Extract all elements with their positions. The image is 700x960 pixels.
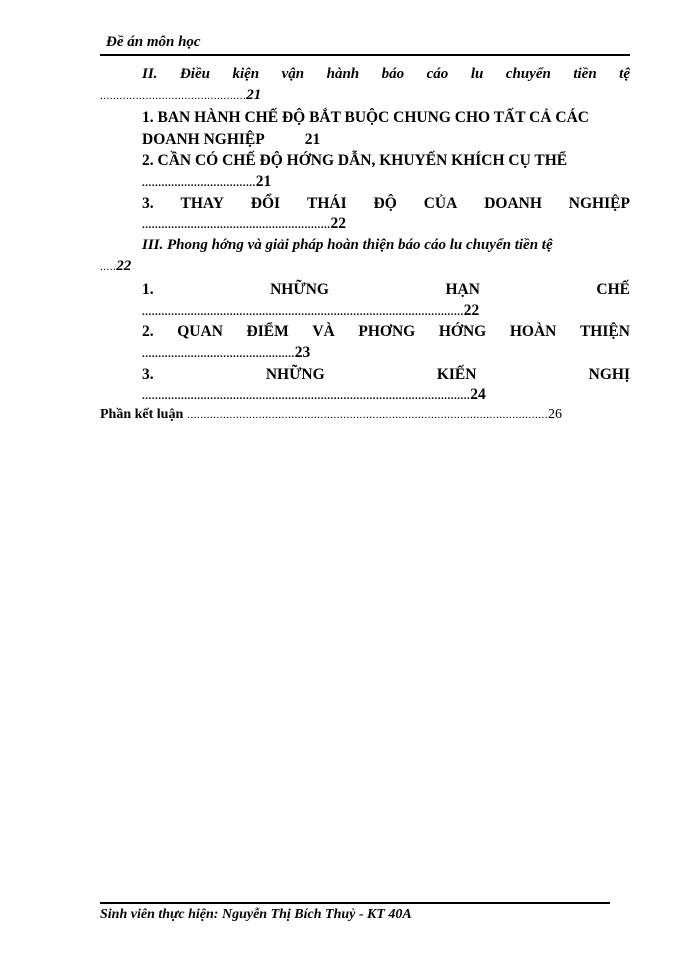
page-number: 22: [463, 302, 480, 319]
toc-sub-2-leader: ...............................................23: [142, 344, 311, 361]
footer-author: Sinh viên thực hiện: Nguyễn Thị Bích Thuỷ - KT 40A: [100, 907, 412, 922]
toc-item-3-heading: 3. THAY ĐỔI THÁI ĐỘ CỦA DOANH NGHIỆP: [142, 195, 630, 212]
toc-section-2-heading: II. Điều kiện vận hành báo cáo lu chuyển tiền tệ: [142, 66, 630, 82]
toc-item-2-line1: 2. CẦN CÓ CHẾ ĐỘ HỚNG DẪN, KHUYẾN KHÍCH CỤ THỂ: [142, 152, 568, 169]
page-number: 21: [255, 173, 272, 190]
toc-sub-2-heading: 2. QUAN ĐIỂM VÀ PHƠNG HỚNG HOÀN THIỆN: [142, 323, 630, 340]
page-number: 24: [470, 386, 486, 403]
header-title: Đề án môn học: [106, 34, 201, 50]
page-number: 22: [116, 258, 132, 274]
toc-sub-1-heading: 1. NHỮNG HẠN CHẾ: [142, 281, 630, 298]
toc-sub-3-heading: 3. NHỮNG KIẾN NGHỊ: [142, 366, 630, 383]
page-number: 22: [330, 215, 346, 232]
toc-section-3-heading: III. Phong hớng và giải pháp hoàn thiện báo cáo lu chuyển tiền tệ: [142, 237, 553, 253]
page-number: 21: [246, 87, 262, 103]
toc-item-2-leader: ...................................21: [142, 173, 272, 190]
toc-sub-3-leader: .....................................................................................................24: [142, 386, 486, 403]
toc-sub-1-leader: ...................................................................................................22: [142, 302, 480, 319]
toc-item-1-line1: 1. BAN HÀNH CHẾ ĐỘ BẮT BUỘC CHUNG CHO TẤT CẢ CÁC: [142, 109, 589, 126]
toc-section-2-leader: .............................................21: [100, 87, 262, 103]
page-number: 21: [304, 131, 321, 148]
page-header: [100, 28, 630, 56]
page-number: 26: [548, 407, 562, 422]
toc-section-3-leader: .....22: [100, 258, 132, 274]
page-number: 23: [294, 344, 311, 361]
toc-item-3-leader: ..........................................................22: [142, 215, 346, 232]
toc-conclusion: Phần kết luận ...............................................................................................................26: [100, 407, 562, 422]
footer-divider: [100, 902, 610, 904]
toc-item-1-line2: DOANH NGHIỆP 21: [142, 131, 321, 148]
